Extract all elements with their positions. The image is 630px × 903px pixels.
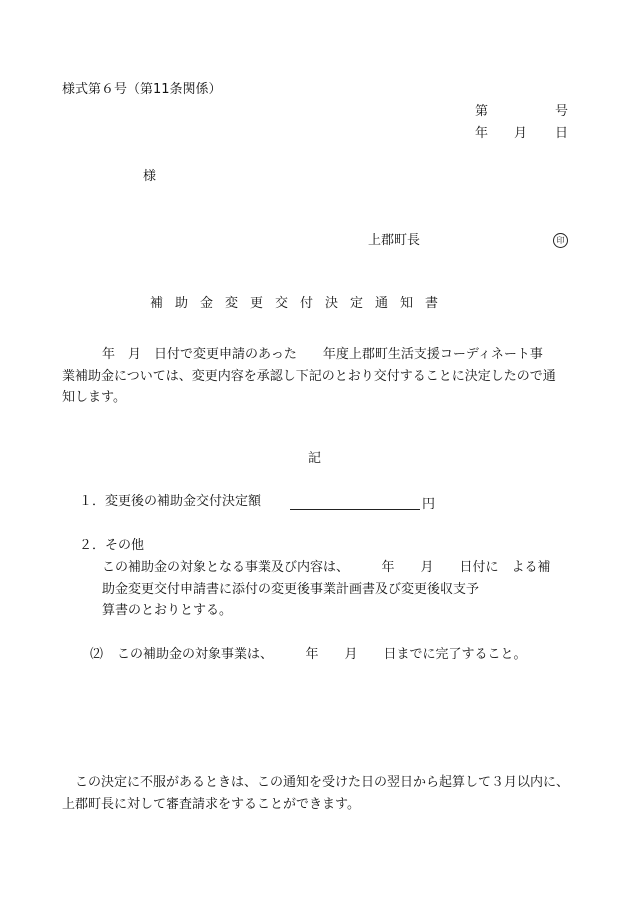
appeal-notice-line-1: この決定に不服があるときは、この通知を受けた日の翌日から起算して３月以内に、 xyxy=(75,775,570,790)
item2-line-1: この補助金の対象となる事業及び内容は、 年 月 日付に よる補 xyxy=(102,560,551,575)
item1-amount-field xyxy=(290,495,435,511)
item1-label: １．変更後の補助金交付決定額 xyxy=(79,494,262,509)
ki-heading: 記 xyxy=(308,451,322,466)
item2-label: ２．その他 xyxy=(79,538,145,553)
body-line-3: 知します。 xyxy=(62,390,126,405)
body-line-1: 年 月 日付で変更申請のあった 年度上郡町生活支援コーディネート事 xyxy=(102,347,543,362)
item3-marker: ⑵ xyxy=(90,647,104,662)
form-label: 様式第６号（第11条関係） xyxy=(62,82,222,97)
item2-line-2: 助金変更交付申請書に添付の変更後事業計画書及び変更後収支予 xyxy=(102,582,480,597)
date-year: 年 xyxy=(475,126,489,141)
appeal-notice-line-2: 上郡町長に対して審査請求をすることができます。 xyxy=(62,797,360,812)
doc-number-dai: 第 xyxy=(475,104,489,119)
item3-text: この補助金の対象事業は、 年 月 日までに完了すること。 xyxy=(117,647,527,662)
date-day: 日 xyxy=(555,126,569,141)
doc-number-go: 号 xyxy=(555,104,569,119)
addressee-suffix: 様 xyxy=(143,169,157,184)
date-month: 月 xyxy=(514,126,528,141)
item1-unit: 円 xyxy=(422,497,436,512)
issuer-name: 上郡町長 xyxy=(368,233,421,248)
document-title: 補助金変更交付決定通知書 xyxy=(150,296,451,311)
body-line-2: 業補助金については、変更内容を承認し下記のとおり交付することに決定したので通 xyxy=(62,369,556,384)
seal-mark: 印 xyxy=(553,233,568,248)
item2-line-3: 算書のとおりとする。 xyxy=(102,603,233,618)
amount-blank xyxy=(290,495,420,510)
